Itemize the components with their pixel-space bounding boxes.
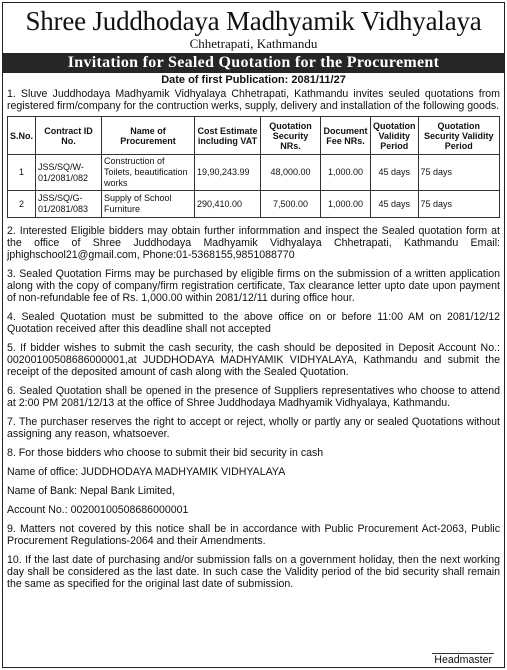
col-header-quotation-security: Quotation Security NRs. [261,117,321,155]
notice-banner: Invitation for Sealed Quotation for the Procurement [3,53,504,73]
cell-cost-estimate: 19,90,243.99 [195,155,261,191]
paragraph-5-cash-security: 5. If bidder wishes to submit the cash security, the cash should be deposited in Deposit Account No.: 00200100508686000001,at JUDDHODAYA MADHYAMIK VIDHYALAYA, Kathmandu and submit the receipt of the deposited amount of cash along with the Sealed Quotation. [7,342,500,378]
school-location: Chhetrapati, Kathmandu [189,36,318,51]
intro-paragraph: 1. Sluve Juddhodaya Madhyamik Vidhyalaya Chhetrapati, Kathmandu invites seuled quotations from registered firm/company for the contruction werks, supply, delivery and installation of the following goods. [7,88,500,112]
cell-security-validity: 75 days [418,155,499,191]
paragraph-9-law: 9. Matters not covered by this notice shall be in accordance with Public Procurement Act-2063, Public Procurement Regulations-2064 and their Amendments. [7,523,500,547]
cell-contract-id: JSS/SQ/G-01/2081/083 [36,191,102,218]
cell-security-validity: 75 days [418,191,499,218]
school-name-title: Shree Juddhodaya Madhyamik Vidhyalaya [25,6,482,36]
paragraph-8-cash-bidders: 8. For those bidders who choose to submit their bid security in cash [7,447,324,459]
cell-validity-period: 45 days [371,155,419,191]
procurement-table [7,116,500,218]
cell-validity-period: 45 days [371,191,419,218]
col-header-sno: S.No. [8,117,36,155]
paragraph-2-inspection: 2. Interested Eligible bidders may obtain further informmation and inspect the Sealed quotation form at the office of Shree Juddhodaya Madhyamik Vidhyalaya Chhetrapati, Kathmandu Email: jphighschool21@gmail.com, Phone:01-5368155,9851088770 [7,225,500,261]
table-header-row [8,117,500,155]
col-header-procurement-name: Name of Procurement [102,117,195,155]
cell-sno: 2 [8,191,36,218]
cell-quotation-security: 7,500.00 [261,191,321,218]
col-header-cost-estimate: Cost Estimate including VAT [195,117,261,155]
account-number-line: Account No.: 00200100508686000001 [7,504,189,516]
cell-sno: 1 [8,155,36,191]
cell-quotation-security: 48,000.00 [261,155,321,191]
col-header-contract-id: Contract ID No. [36,117,102,155]
cell-procurement-name: Supply of School Furniture [102,191,195,218]
office-name-line: Name of office: JUDDHODAYA MADHYAMIK VIDHYALAYA [7,466,286,478]
paragraph-4-submission: 4. Sealed Quotation must be submitted to the above office on or before 11:00 AM on 2081/12/12 Quotation received after this deadline shall not accepted [7,311,500,335]
cell-contract-id: JSS/SQ/W-01/2081/082 [36,155,102,191]
col-header-security-validity: Quotation Security Validity Period [418,117,499,155]
paragraph-10-holiday: 10. If the last date of purchasing and/or submission falls on a government holiday, then the next working day shall be considered as the last date. In such case the Validity period of the bid security shall remain the same as specified for the original last date of submission. [7,554,500,590]
cell-document-fee: 1,000.00 [321,155,371,191]
signature-headmaster: Headmaster [434,654,492,666]
bank-name-line: Name of Bank: Nepal Bank Limited, [7,485,175,497]
col-header-document-fee: Document Fee NRs. [321,117,371,155]
paragraph-3-purchase: 3. Sealed Quotation Firms may be purchased by eligible firms on the submission of a written application along with the copy of company/firm registration certificate, Tax clearance letter upto date upon payment of non-refundable fee of Rs. 1,000.00 within 2081/12/11 during office hour. [7,268,500,304]
cell-document-fee: 1,000.00 [321,191,371,218]
paragraph-6-opening: 6. Sealed Quotation shall be opened in the presence of Suppliers representatives who choose to attend at 2:00 PM 2081/12/13 at the office of Shree Juddhodaya Madhyamik Vidhyalaya, Kathmandu. [7,385,500,409]
cell-cost-estimate: 290,410.00 [195,191,261,218]
publication-date: Date of first Publication: 2081/11/27 [161,74,346,86]
cell-procurement-name: Construction of Toilets, beautification works [102,155,195,191]
procurement-notice [2,2,505,668]
paragraph-7-rights: 7. The purchaser reserves the right to accept or reject, wholly or partly any or sealed Quotations without assigning any reason, whatsoever. [7,416,500,440]
col-header-validity-period: Quotation Validity Period [371,117,419,155]
table-row [8,191,500,218]
table-row [8,155,500,191]
